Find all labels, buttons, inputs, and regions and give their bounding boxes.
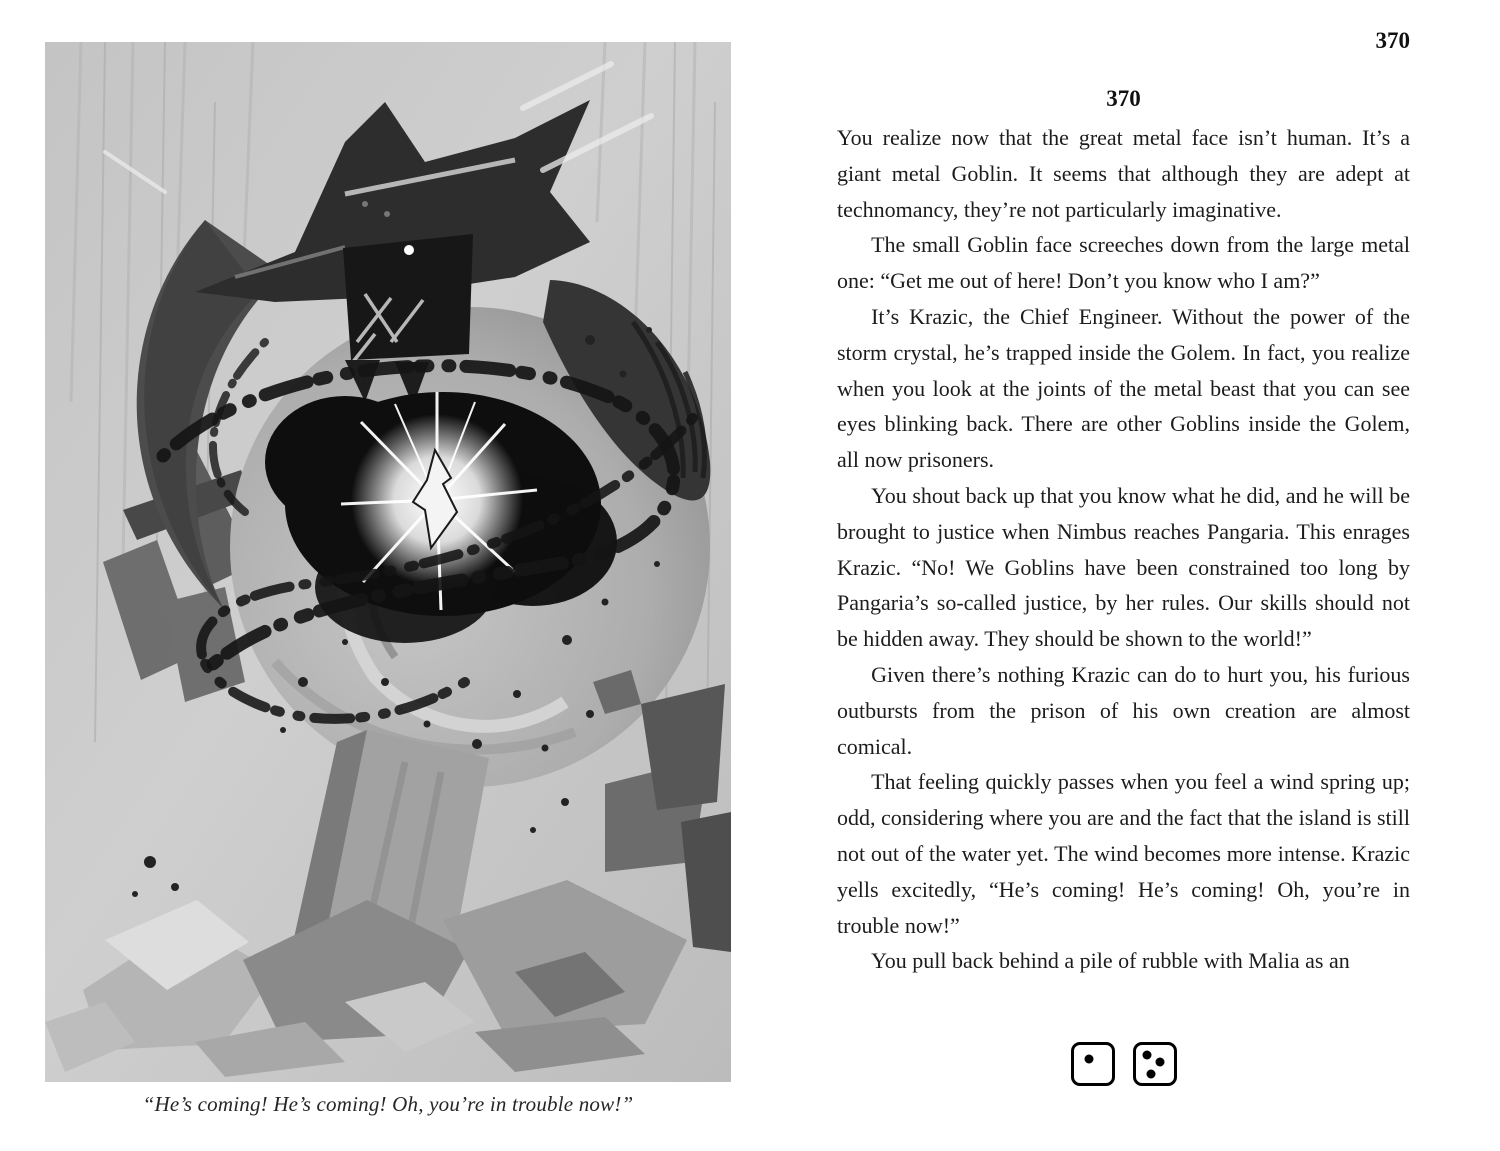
illustration-caption: “He’s coming! He’s coming! Oh, you’re in trouble now!” [142, 1092, 634, 1116]
die-icon-one [1071, 1042, 1115, 1086]
die-icon-three [1133, 1042, 1177, 1086]
story-text-column [837, 86, 1410, 979]
die-pip [1147, 1069, 1156, 1078]
paragraph-2: The small Goblin face screeches down from the large metal one: “Get me out of here! Don’t you know who I am?” [837, 232, 1410, 294]
paragraph-6: That feeling quickly passes when you feel a wind spring up; odd, considering where you are and the fact that the island is still not out of the water yet. The wind becomes more intense. Krazic yells excitedly, “He’s coming! He’s coming! Oh, you’re in trouble now!” [837, 769, 1410, 938]
golem-illustration [45, 42, 731, 1082]
die-pip [1142, 1050, 1151, 1059]
paragraph-3: It’s Krazic, the Chief Engineer. Without the power of the storm crystal, he’s trapped inside the Golem. In fact, you realize when you look at the joints of the metal beast that you can see eyes blinking back. There are other Goblins inside the Golem, all now prisoners. [837, 303, 1410, 473]
dice-indicator [837, 1042, 1410, 1086]
section-number-heading: 370 [1106, 86, 1141, 111]
paragraph-4: You shout back up that you know what he did, and he will be brought to justice when Nimbus reaches Pangaria. This enrages Krazic. “No! We Goblins have been constrained too long by Pangaria’s so-called justice, by her rules. Our skills should not be hidden away. They should be shown to the world!” [837, 482, 1410, 652]
story-body [837, 120, 1410, 979]
paragraph-1: You realize now that the great metal face isn’t human. It’s a giant metal Goblin. It seems that although they are adept at technomancy, they’re not particularly imaginative. [837, 125, 1410, 222]
die-pip [1155, 1058, 1164, 1067]
die-pip [1085, 1054, 1094, 1063]
page-number: 370 [1375, 28, 1410, 53]
golem-illustration-art [45, 42, 731, 1082]
paragraph-5: Given there’s nothing Krazic can do to hurt you, his furious outbursts from the prison of his own creation are almost comical. [837, 661, 1410, 759]
paragraph-7: You pull back behind a pile of rubble with Malia as an [871, 948, 1350, 974]
